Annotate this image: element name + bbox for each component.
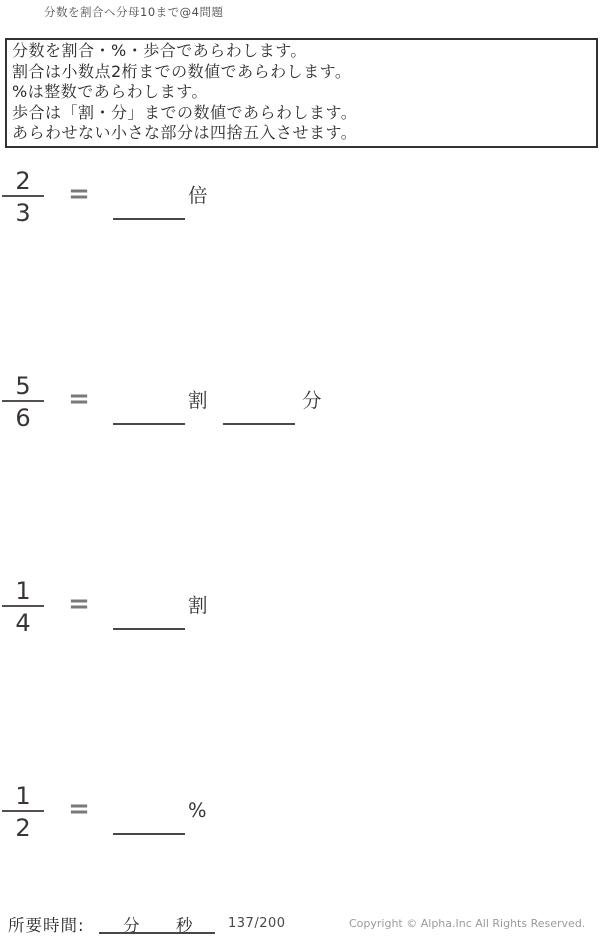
answer-blank[interactable] [113, 218, 185, 220]
equals-sign: = [68, 794, 90, 824]
unit-label: 割 [188, 389, 208, 412]
fraction [2, 164, 44, 228]
fraction-numerator: 5 [15, 372, 31, 400]
instruction-line: 分数を割合・%・歩合であらわします。 [12, 41, 307, 60]
unit-label: 分 [302, 389, 322, 412]
answer-blank[interactable] [223, 423, 295, 425]
time-label: 所要時間: [8, 916, 85, 935]
answer-blank[interactable] [113, 423, 185, 425]
unit-label: 割 [188, 594, 208, 617]
fraction-numerator: 2 [15, 167, 31, 195]
fraction-denominator: 4 [15, 609, 31, 637]
copyright-text: Copyright © Alpha.Inc All Rights Reserved. [349, 917, 586, 930]
fraction-numerator: 1 [15, 782, 31, 810]
problem-row-1 [0, 164, 600, 234]
seconds-label: 秒 [176, 916, 193, 935]
problem-row-2 [0, 369, 600, 439]
fraction [2, 574, 44, 638]
instruction-box [5, 38, 598, 148]
fraction-denominator: 2 [15, 814, 31, 842]
fraction [2, 779, 44, 843]
equals-sign: = [68, 384, 90, 414]
instruction-line: %は整数であらわします。 [12, 82, 208, 102]
fraction-denominator: 6 [15, 404, 31, 432]
instruction-line: 歩合は「割・分」までの数値であらわします。 [12, 102, 358, 122]
answer-blank[interactable] [113, 833, 185, 835]
fraction-numerator: 1 [15, 577, 31, 605]
instruction-line: 割合は小数点2桁までの数値であらわします。 [12, 61, 352, 81]
minutes-label: 分 [123, 916, 140, 935]
equals-sign: = [68, 589, 90, 619]
unit-label: % [188, 799, 207, 822]
page-title: 分数を割合へ分母10まで@4問題 [44, 5, 224, 19]
page-number: 137/200 [228, 916, 286, 931]
equals-sign: = [68, 179, 90, 209]
instruction-line: あらわせない小さな部分は四捨五入させます。 [12, 123, 358, 143]
footer [0, 906, 600, 938]
fraction [2, 369, 44, 433]
fraction-denominator: 3 [15, 199, 31, 227]
problem-row-4 [0, 779, 600, 849]
answer-blank[interactable] [113, 628, 185, 630]
time-answer-blank[interactable] [99, 906, 215, 934]
unit-label: 倍 [188, 184, 208, 207]
problem-row-3 [0, 574, 600, 644]
